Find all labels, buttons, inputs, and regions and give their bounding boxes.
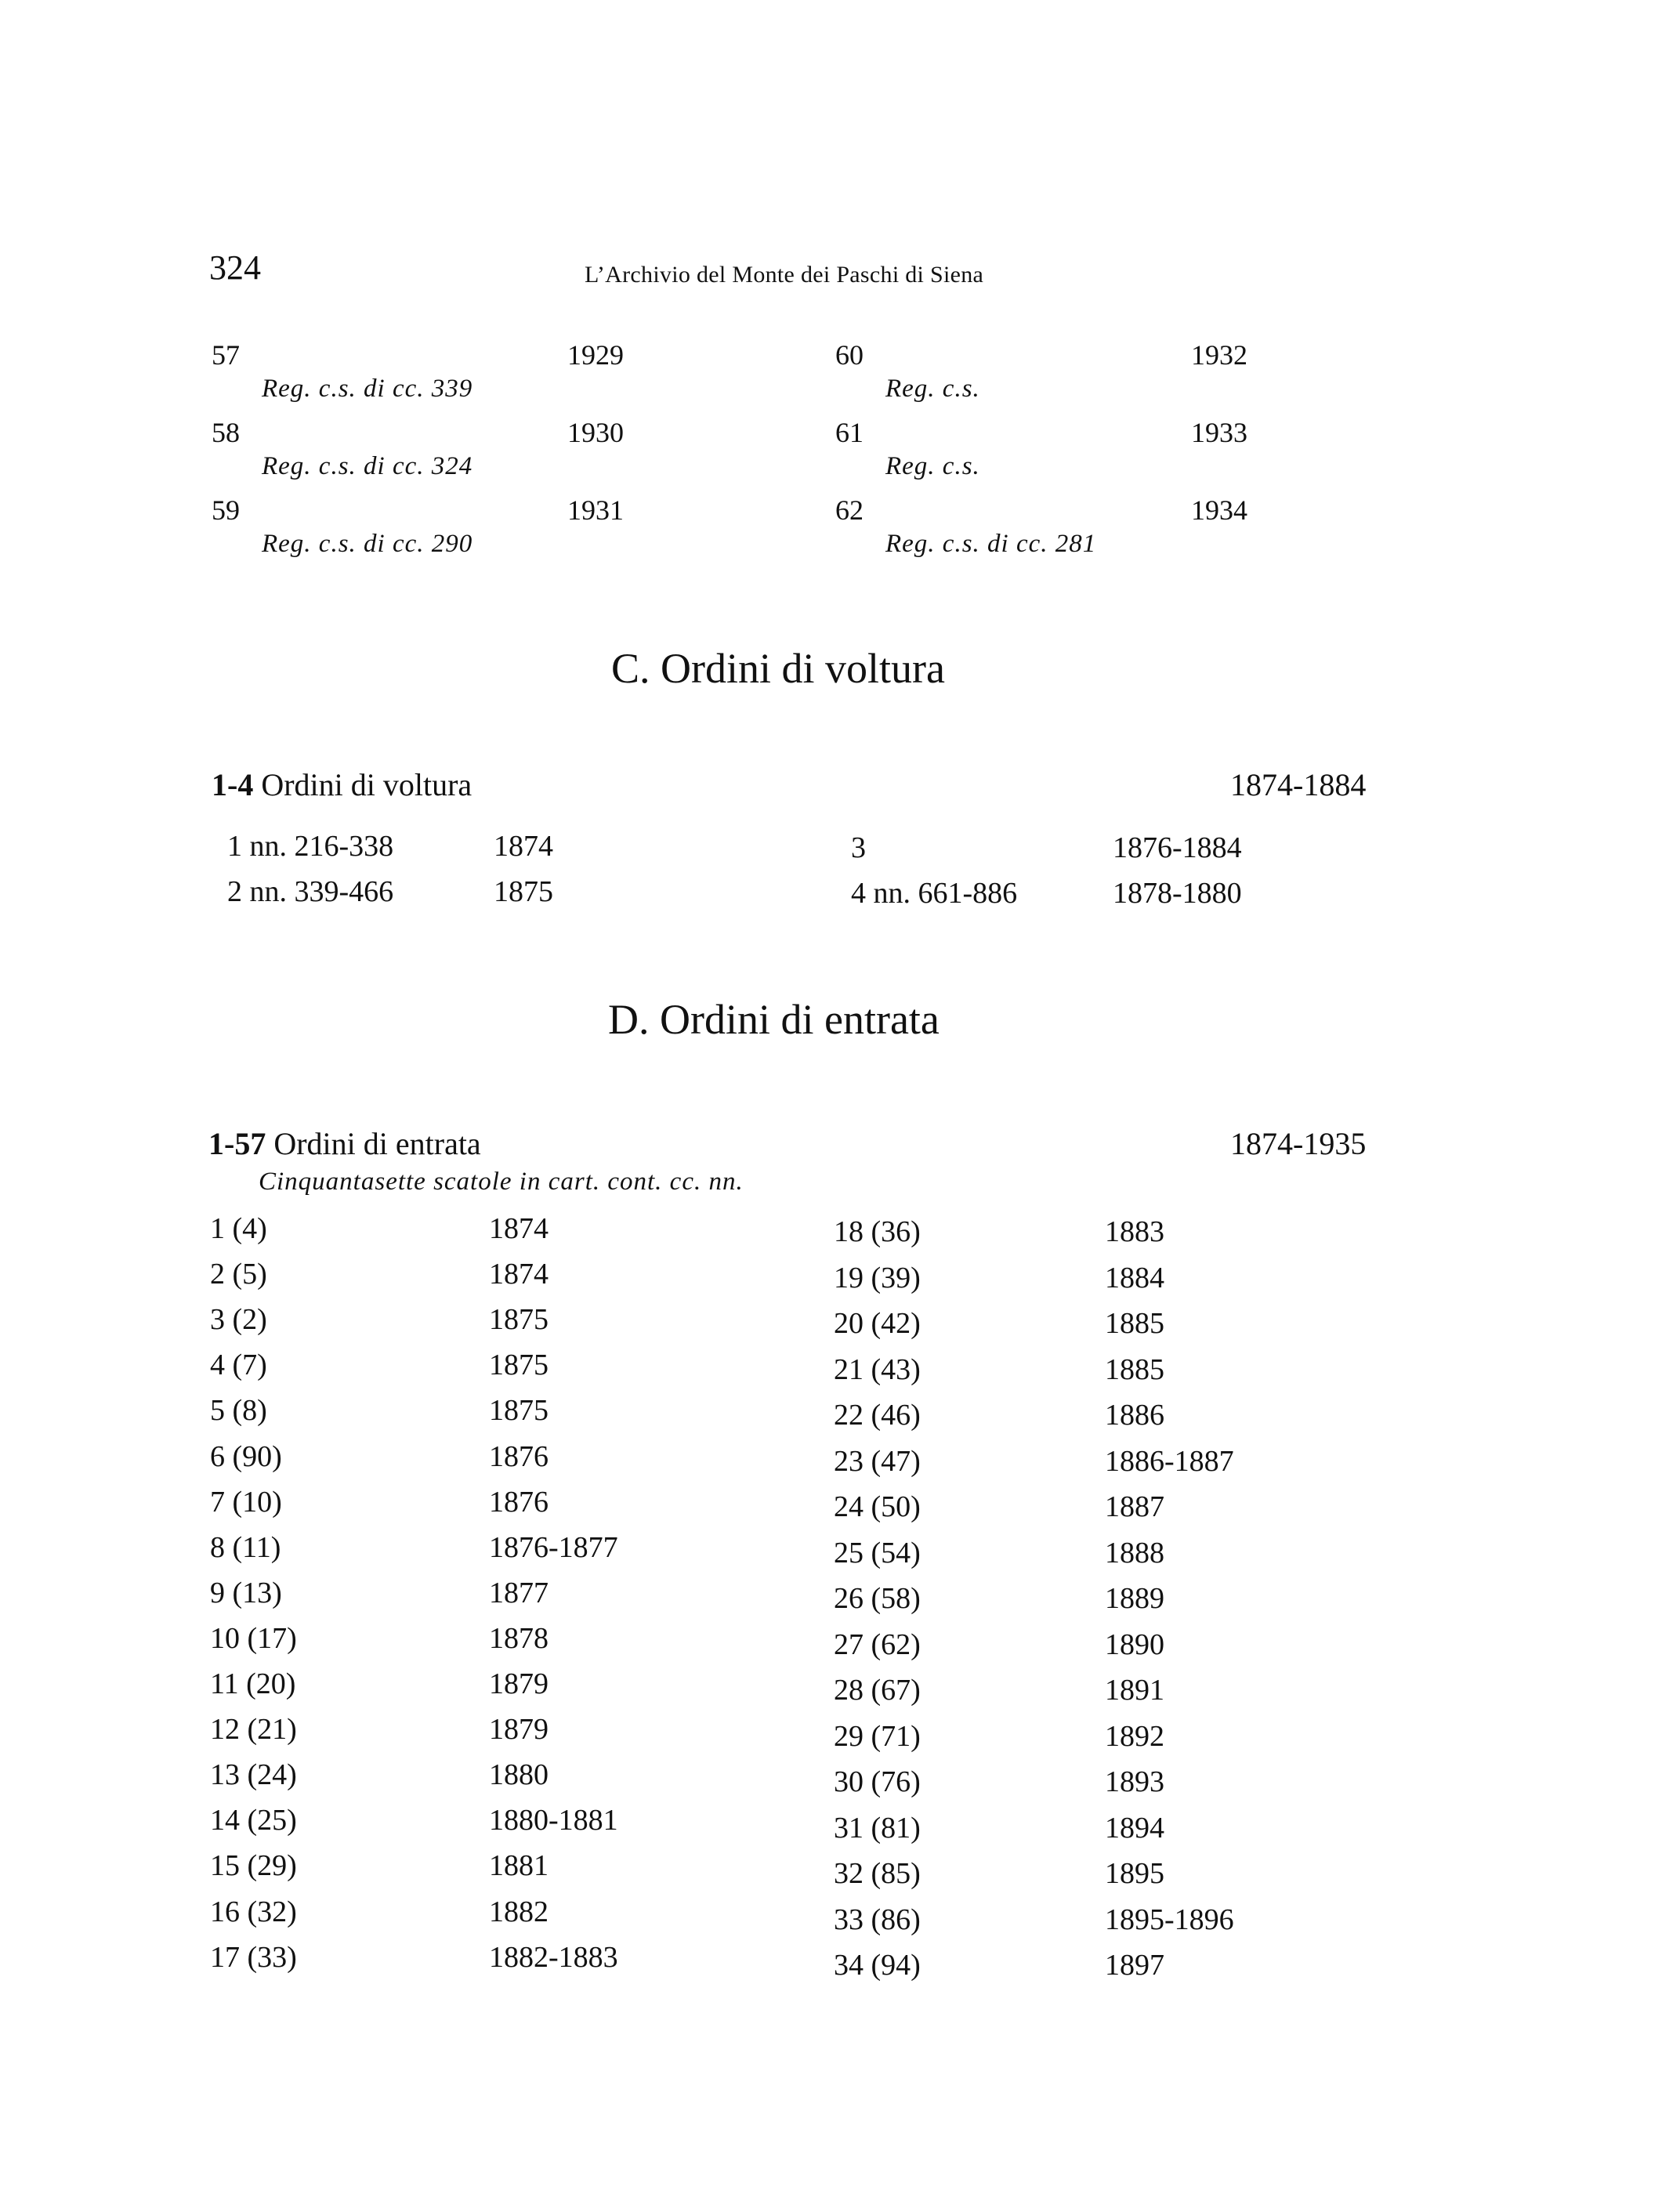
box-years: 1874: [489, 1258, 549, 1291]
series-heading: [212, 766, 472, 803]
series-name: Ordini di entrata: [273, 1126, 481, 1161]
box-years: 1885: [1105, 1307, 1164, 1340]
register-number: 62: [835, 494, 864, 526]
register-year: 1931: [567, 494, 624, 526]
box-years: 1878: [489, 1622, 549, 1655]
register-year: 1933: [1191, 417, 1247, 448]
box-label: 22 (46): [834, 1399, 921, 1432]
section-title-c: C. Ordini di voltura: [611, 645, 945, 692]
box-years: 1880: [489, 1758, 549, 1791]
register-year: 1932: [1191, 339, 1247, 371]
box-years: 1879: [489, 1667, 549, 1700]
box-years: 1882-1883: [489, 1941, 618, 1974]
running-head: L’Archivio del Monte dei Paschi di Siena: [585, 262, 984, 288]
register-description: Reg. c.s. di cc. 339: [262, 375, 473, 403]
box-years: 1889: [1105, 1582, 1164, 1615]
series-range: 1-4: [212, 767, 254, 802]
box-label: 29 (71): [834, 1720, 921, 1753]
box-label: 19 (39): [834, 1262, 921, 1294]
box-label: 17 (33): [210, 1941, 297, 1974]
series-name: Ordini di voltura: [261, 767, 472, 802]
series-heading: [208, 1125, 481, 1162]
box-label: 32 (85): [834, 1857, 921, 1890]
series-description: Cinquantasette scatole in cart. cont. cc. nn.: [259, 1168, 744, 1196]
box-label: 15 (29): [210, 1849, 297, 1882]
box-years: 1874: [489, 1212, 549, 1245]
item-years: 1875: [494, 875, 553, 908]
box-years: 1876: [489, 1486, 549, 1519]
box-label: 33 (86): [834, 1903, 921, 1936]
box-label: 12 (21): [210, 1713, 297, 1746]
item-years: 1878-1880: [1113, 877, 1242, 910]
register-year: 1929: [567, 339, 624, 371]
box-label: 28 (67): [834, 1674, 921, 1707]
register-number: 57: [212, 339, 240, 371]
box-label: 26 (58): [834, 1582, 921, 1615]
item-label: 4 nn. 661-886: [851, 877, 1018, 910]
register-description: Reg. c.s. di cc. 290: [262, 530, 473, 558]
series-range: 1-57: [208, 1126, 266, 1161]
box-label: 20 (42): [834, 1307, 921, 1340]
register-description: Reg. c.s.: [885, 375, 980, 403]
box-years: 1897: [1105, 1949, 1164, 1982]
box-label: 6 (90): [210, 1440, 282, 1473]
item-label: 3: [851, 831, 866, 864]
box-years: 1885: [1105, 1353, 1164, 1386]
box-label: 11 (20): [210, 1667, 296, 1700]
box-label: 34 (94): [834, 1949, 921, 1982]
register-year: 1930: [567, 417, 624, 448]
item-label: 1 nn. 216-338: [227, 830, 394, 863]
register-description: Reg. c.s. di cc. 281: [885, 530, 1097, 558]
box-label: 31 (81): [834, 1812, 921, 1845]
box-label: 23 (47): [834, 1445, 921, 1478]
box-years: 1875: [489, 1394, 549, 1427]
box-years: 1891: [1105, 1674, 1164, 1707]
box-label: 7 (10): [210, 1486, 282, 1519]
box-label: 13 (24): [210, 1758, 297, 1791]
box-years: 1888: [1105, 1537, 1164, 1569]
register-number: 60: [835, 339, 864, 371]
box-years: 1887: [1105, 1490, 1164, 1523]
box-label: 25 (54): [834, 1537, 921, 1569]
box-label: 9 (13): [210, 1577, 282, 1609]
box-label: 1 (4): [210, 1212, 267, 1245]
register-description: Reg. c.s.: [885, 452, 980, 480]
box-label: 30 (76): [834, 1765, 921, 1798]
item-years: 1876-1884: [1113, 831, 1242, 864]
box-label: 24 (50): [834, 1490, 921, 1523]
box-label: 4 (7): [210, 1349, 267, 1381]
box-years: 1895-1896: [1105, 1903, 1234, 1936]
box-label: 3 (2): [210, 1303, 267, 1336]
section-title-d: D. Ordini di entrata: [608, 996, 940, 1043]
box-years: 1876: [489, 1440, 549, 1473]
box-years: 1886: [1105, 1399, 1164, 1432]
box-years: 1884: [1105, 1262, 1164, 1294]
box-years: 1881: [489, 1849, 549, 1882]
box-years: 1879: [489, 1713, 549, 1746]
box-years: 1890: [1105, 1628, 1164, 1661]
page-number: 324: [209, 248, 261, 287]
box-years: 1894: [1105, 1812, 1164, 1845]
box-years: 1876-1877: [489, 1531, 618, 1564]
box-label: 21 (43): [834, 1353, 921, 1386]
box-years: 1883: [1105, 1215, 1164, 1248]
box-label: 27 (62): [834, 1628, 921, 1661]
series-years: 1874-1935: [1230, 1126, 1367, 1161]
register-year: 1934: [1191, 494, 1247, 526]
box-label: 8 (11): [210, 1531, 281, 1564]
box-label: 5 (8): [210, 1394, 267, 1427]
item-years: 1874: [494, 830, 553, 863]
register-number: 58: [212, 417, 240, 448]
register-number: 59: [212, 494, 240, 526]
box-years: 1875: [489, 1303, 549, 1336]
box-label: 18 (36): [834, 1215, 921, 1248]
item-label: 2 nn. 339-466: [227, 875, 394, 908]
box-years: 1877: [489, 1577, 549, 1609]
box-years: 1882: [489, 1895, 549, 1928]
box-years: 1893: [1105, 1765, 1164, 1798]
box-label: 14 (25): [210, 1804, 297, 1837]
box-years: 1886-1887: [1105, 1445, 1234, 1478]
box-years: 1892: [1105, 1720, 1164, 1753]
box-label: 2 (5): [210, 1258, 267, 1291]
box-label: 16 (32): [210, 1895, 297, 1928]
register-number: 61: [835, 417, 864, 448]
box-years: 1895: [1105, 1857, 1164, 1890]
box-label: 10 (17): [210, 1622, 297, 1655]
box-years: 1875: [489, 1349, 549, 1381]
box-years: 1880-1881: [489, 1804, 618, 1837]
register-description: Reg. c.s. di cc. 324: [262, 452, 473, 480]
series-years: 1874-1884: [1230, 767, 1367, 802]
